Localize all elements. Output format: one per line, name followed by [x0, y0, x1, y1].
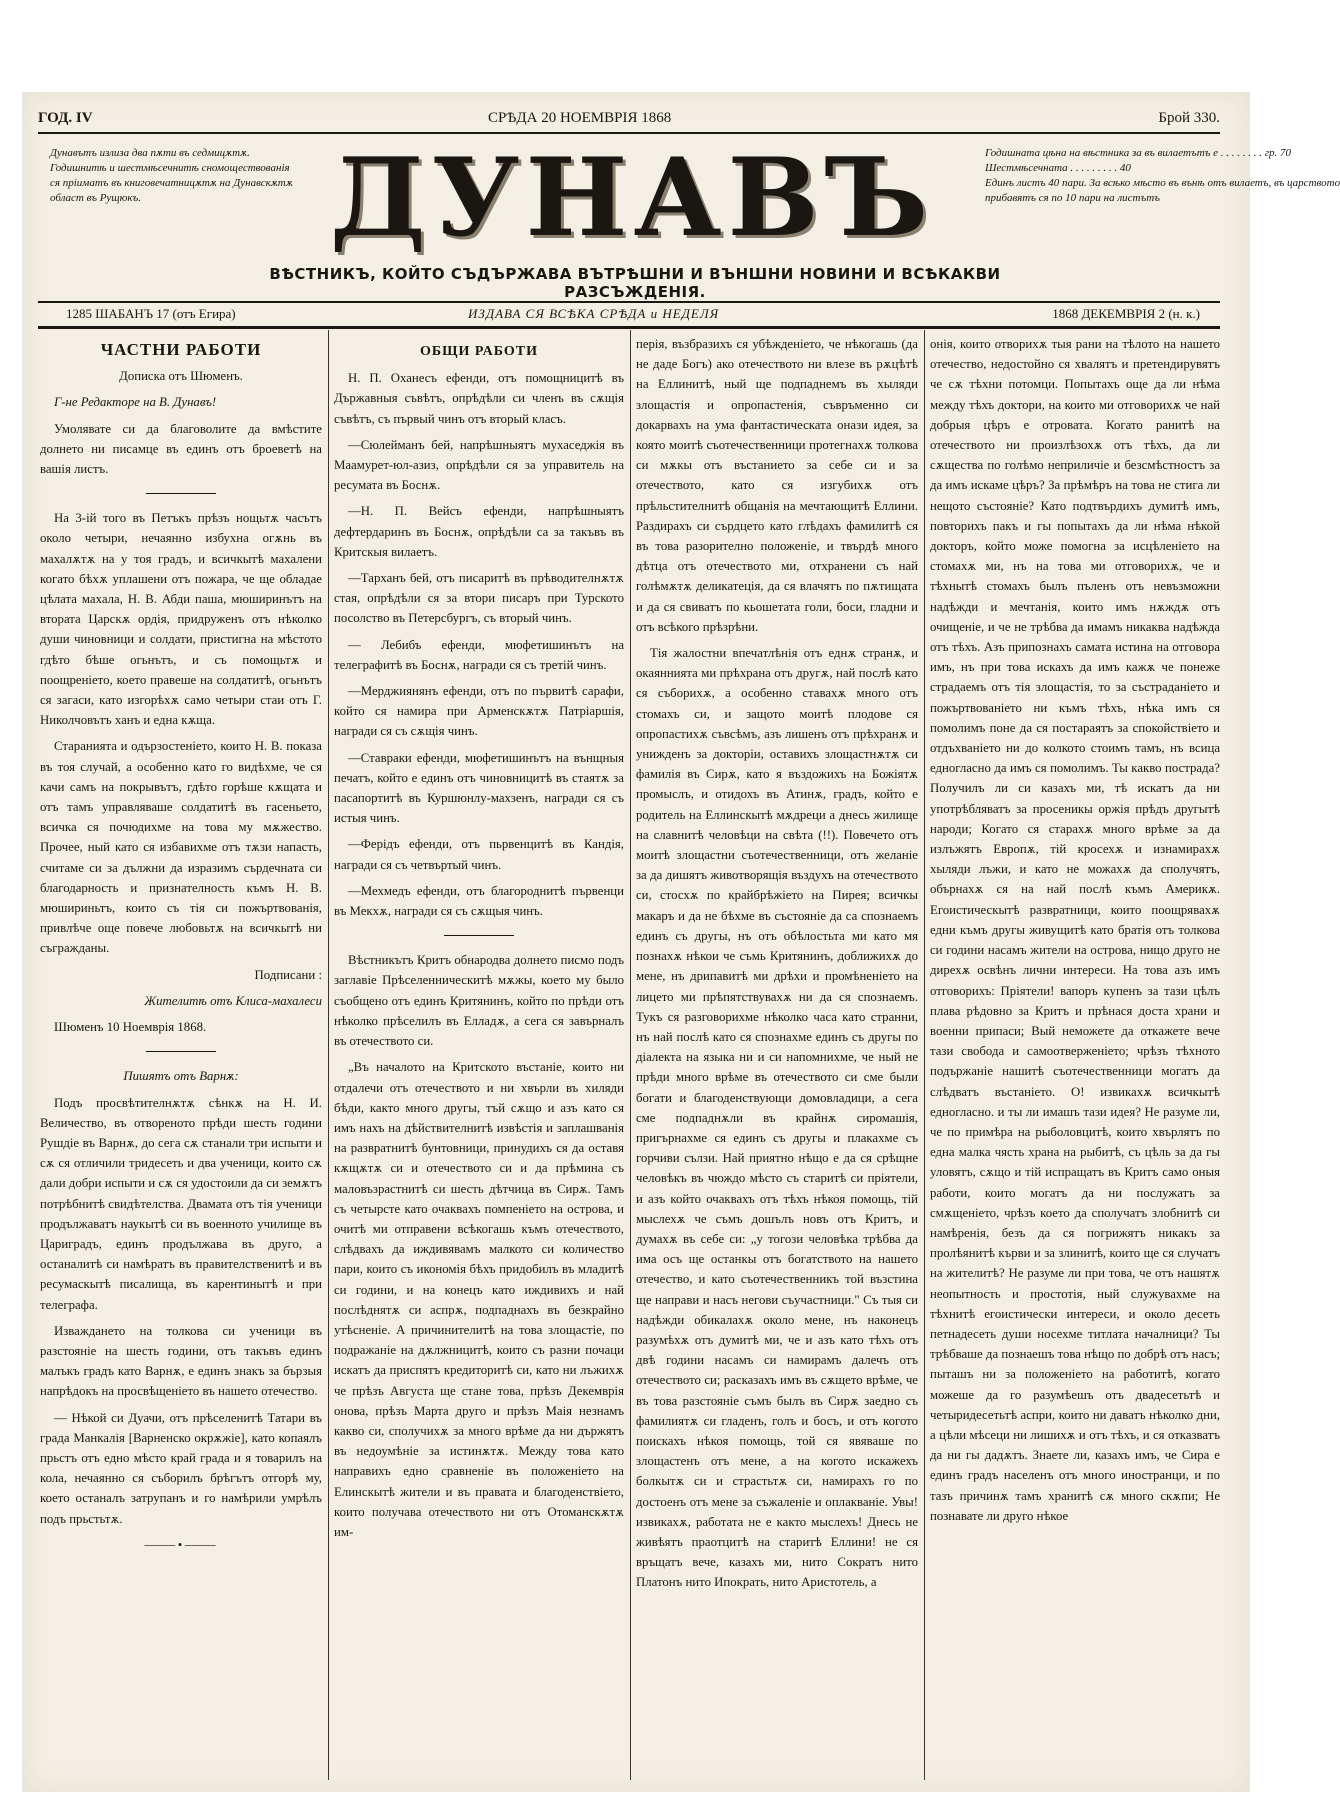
article-paragraph: онія, които отворихѫ тыя рани на тѣлото на нашето отечество, недостойно ся хвалятъ и претендирувятъ че сѫ тѣхни потомци. Попытахъ още да ли нѣма между тѣхъ доктори, на които ми отговорихѫ че най добрыя цѣръ е отровата. Когато ранитѣ на отечеството ни произлѣзохѫ отъ тѣхъ, да ли сѫщества по голѣмо неприличіе и безсмѣстностъ за да имъ искаме цѣръ? За прѣмѣръ на това не стига ли нещото състояніе? Като подтвърдихъ думитѣ имъ, повторихъ пакъ и гы попытахъ да ли нѣма нѣкой докторъ, който може помогна за исцѣленіето на стомахѫ ми, нъ на това ми отговорихѫ, че и тѣхнытѣ стомахъ былъ пъленъ отъ невъзможни надѣжди и мечтанія, които имъ нѫждѫ отъ очищеніе, и че не трѣбва да имамъ никаква надѣжда отъ тѣхъ. Азъ припознахъ самата истина на отговора имъ, нъ при това искахъ да имъ кажѫ че понеже страдаемъ отъ тія злощастія, то за състраданіето и пожъртвованіето ни къмъ тѣхъ, нѣка имъ ся помолимъ поне да ся постараятъ за спокойствіето и отдъхваніето ни до колкото стоимъ тамъ, нъ всица едногласно да имъ ся помолимъ. Ты какво пострада? Получилъ ли си казахъ ми, тѣ искатъ да ни употрѣбляватъ за просеникы оржія прѣдъ другытѣ народи; Когато ся старахѫ много врѣме за да излъжятъ Европѫ, тій кросехѫ и изнамирахѫ хыляди лъжи, и като не можахѫ да сполучятъ, обърнахѫ ся на най послѣ къмъ Америкѫ. Егоистическытѣ развратници, които поощрявахѫ едни къмъ другы живущитѣ като братія отъ толкова си години насамъ жители на острова, нищо друго не дирехѫ освѣнъ лични интереси. На това азъ имъ отговорихъ: Пріятели! вапоръ купенъ за тази цѣлъ плава рѣдовно за Критъ и прѣнася доста храни и военни припаси; Вый неможете да откажете вече тази свобода и самоотверженіето; чрѣзъ тѣхното подържаніе нашитѣ съотечественници могатъ да слѣдватъ въстаніето. О! извикахѫ всичкытѣ едногласно. и ты ли имашъ тази идея? Не разуме ли, че по примѣра на рыболовцитѣ, които хвърлятъ по една малка чясть храна на рыбитѣ, съ цѣль за да гы уловятъ, сѫщо и тій испращатъ въ Критъ само оныя работи, които могатъ да ни послужатъ за смѫщеніето, чрѣзъ което да сполучатъ злобнитѣ си намѣренія, безъ да ся погрижятъ никакъ за пролѣянитѣ кърви и за злинитѣ, които ще ся случатъ на жителитѣ? Не разуме ли при това, че отъ нашятѫ неопытность и простотія, ный служувахме на тѣхнитѣ егоистически интереси, и около десеть петнадесеть души носехме титлата началници? Ты трѣбваше да познаешъ това нѣщо по добрѣ отъ насъ; пыташъ ни за положеніето на работитѣ, когато можеше да го разумѣешъ отъ двадесетьтѣ и четыридесетьтѣ аспри, които ни даватъ нѣколко дни, а цѣли мѣсеци ни лишихѫ и отъ тѣхъ, и ся отказватъ да ни гы дадѫтъ. Знаете ли, казахъ имъ, че Сира е единъ градъ населенъ отъ много иностранци, и по тазъ причинѫ тамъ хранитѣ сѫ много скѫпи; Не познавате ли друго нѣкое: [930, 337, 1220, 1523]
article-paragraph: „Въ началото на Критското въстаніе, които ни отдалечи отъ отечеството и ни хвърли въ хиляди бѣди, както много другы, тъй сѫщо и азъ като ся имъ нахъ на дѣйствителнитѣ извѣстія и заплашванія на развратнитѣ бунтовници, принудихъ ся да оставя кѫщѫтѫ си и отечеството си и да прѣмина съ маловъзрастнитѣ си шесть дѣтчица въ Сирѫ. Тамъ съ четырсте като очаквахъ помпеніето на острова, и очитѣ ми отправени всѣкогашь къмъ отечеството, слѣдвахъ да иждивявамъ малкото си количество пари, които съ икономія бѣхъ придобилъ въ младитѣ си години, и на конецъ като иждивихъ и най послѣднятѫ си аспрѫ, подпаднахъ въ безкрайно утѣсненіе. А причинителитѣ на това злощастіе, по подражаніе на дѫлжницитѣ, които съ разни почаци искатъ да приспятъ кредиторитѣ си, като ни лъжихѫ че прѣзъ Августа ще стане това, прѣзъ Декемврія онова, прѣзъ Марта друго и прѣзъ Маія незнамъ какво си, сполучихѫ за много врѣме да ни държятъ въ недоумѣніе за истинѫтѫ. Между това като направихъ едно сравненіе въ положеніето на Елинскытѣ жители и въ правата и благоденствіето, които получава отечеството ни отъ Отоманскѫтѫ им-: [334, 1060, 624, 1539]
column-4: [930, 334, 1220, 1764]
place-date: Шюменъ 10 Ноемврія 1868.: [54, 1020, 207, 1035]
section-heading-private: ЧАСТНИ РАБОТИ: [100, 340, 262, 359]
price-line: прибавятъ ся по 10 пари на листътъ: [985, 192, 1160, 204]
dateline: [38, 306, 1220, 326]
price-line: Единъ листъ 40 пари. За всѣко мѣсто въ вънѣ отъ вилаетъ, въ царството: [985, 177, 1340, 189]
news-item: —Мерджиянянъ ефенди, отъ по първитѣ сарафи, който ся намира при Арменскѫтѫ Патріаршія, награди ся съ сѫщія чинъ.: [334, 684, 624, 739]
article-paragraph: — Нѣкой си Дуачи, отъ прѣселенитѣ Татари въ града Манкалія [Варненско окрѫжіе], като копаялъ прьстъ отъ едно мѣсто край града и я товарилъ на кола, нечаянно ся съборилъ брѣгътъ отгорѣ му, което останалъ затрупанъ и го намѣрили умрѣлъ подъ прьстьтѫ.: [40, 1410, 322, 1526]
section-heading-general: ОБЩИ РАБОТИ: [419, 344, 539, 359]
dateline-rule-top: [38, 301, 1220, 303]
article-paragraph: Тія жалостни впечатлѣнія отъ еднѫ странѫ, и окаяннията ми прѣхрана отъ другѫ, най послѣ като ся съборихѫ, а особенно ставахѫ много отъ стомахъ си, и защото моитѣ плодове ся опропастихѫ съвсѣмъ, азъ лишенъ отъ прѣхранѫ и унижденъ за докторіи, оставихъ злощастнѫтѫ си фамилія въ Сирѫ, като я въздожихъ на Божіятѫ промыслъ, и отидохъ въ Атинѫ, градъ, който е родитель на Еллинскытѣ мѫдреци а днесь жилище на славнитѣ человѣци на свѣта (!!). Повечето отъ моитѣ злощастни съотечественници, отъ желаніе за да дишятъ животворящія въздухъ на отечеството си, стосхѫ по крайбрѣжіето на Пирея; всичкы макаръ и да не бѣхме въ състояніе да са спознаемъ единъ съ другы, нъ отъ обѣлостьта ми като мя познахѫ нѣкои че съмь Критянинъ, доближихѫ до мене, нъ дрипавитѣ ми дрѣхи и промѣненіето на лицето ми прѣпятствувахѫ ни да ся спознаемъ. Тукъ ся разговорихме нѣколко часа като странни, нъ най послѣ като ся спознахме единъ съ другы по діалекта на языка ни и си напомнихме, че ный не прѣди много врѣме въ отечеството си сме были богати и благоденствующи домовладици, а сега сме подпаднѫли въ крайнѫ сиромашія, пригърнахме ся единъ съ другы и плакахме съ горчиви сълзи. Най приятно нѣщо е да ся срѣщне человѣкъ въ чюждо мѣсто съ старитѣ си пріятели, и азъ който очаквахъ отъ тѣхъ нѣкоя помощь, тій мыслехѫ че съмъ дошълъ новъ отъ Критъ, и думахѫ въ себе си: „у тогози человѣка трѣбва да има осъ ще останкы отъ богатството на нашето отечество, и като съотечественникъ той възстина ще направи и насъ негови съучастници." Съ тыя си надѣжди обикалахѫ около мене, нъ наконецъ разумѣхѫ отъ думитѣ ми, че и азъ като тѣхъ отъ двѣ години насамъ си намирамъ далечъ отъ отечеството си; расказахъ имъ въ сѫщето врѣме, че въ това разстояніе съмъ былъ въ Сирѫ заедно съ фамилиятѫ си гладенъ, голъ и босъ, и отъ когото поискахъ нѣкоя помощь, той ся явяваше по злощастенъ отъ мене, а на когото искажехъ болкытѫ си и страстьтѫ си, намирахъ го по достоенъ отъ мене за съжаленіе и оплакваніе. Увы! извикахѫ, работата не е както мыслехъ! Днесь не живѣятъ праотцитѣ на старитѣ Еллини! не ся връщатъ вече, казахъ ми, нито Сократъ нито Платонъ нито Ипократь, нито Аристотель, а: [636, 646, 918, 1590]
separator: [146, 1051, 216, 1052]
newspaper-subtitle: ВѢСТНИКЪ, КОЙТО СЪДЪРЖАВА ВЪТРѢШНИ И ВЪНШНИ НОВИНИ И ВСѢКАКВИ РАЗСЪЖДЕНІЯ.: [269, 265, 1001, 301]
news-item: —Ставраки ефенди, мюфетишинътъ на вънщныя печатъ, който е единъ отъ чиновницитѣ въ стаятѫ за пасапортитѣ въ Куршюнлу-махзенъ, награди ся съ истыя чинъ.: [334, 750, 624, 826]
news-item: —Н. П. Вейсъ ефенди, напрѣшныятъ дефтердаринъ въ Боснѫ, опрѣдѣли са за такъвъ въ Критскыя вилаетъ.: [334, 504, 624, 559]
ornament-separator: ⸻•⸻: [143, 1537, 219, 1552]
news-item: — Лебибъ ефенди, мюфетишинътъ на телеграфитѣ въ Боснѫ, награди ся съ третій чинъ.: [334, 637, 624, 672]
article-paragraph: Подъ просвѣтителнѫтѫ сѣнкѫ на Н. И. Величество, въ отвореното прѣди шесть години Рушдіе въ Варнѫ, до сега сѫ станали три испыти и сѫ ся отличили тридесеть и два ученици, които сѫ дали добри испыти и сѫ ся удостоили да си земѫтъ потрѣбнитѣ свидѣтелства. Двамата отъ тія ученици продължаватъ наукытѣ си въ военното училище въ Цариградъ, единъ продължава въ друго, а останалитѣ си намѣратъ въ правителственитѣ и въ ресумаскытѣ писалища, въ карентинытѣ и при телеграфа.: [40, 1095, 322, 1312]
salutation: Г-не Редакторе на В. Дунавъ!: [54, 395, 217, 410]
issue-date: СРѢДА 20 НОЕМВРІЯ 1868: [488, 110, 672, 126]
price-line: Шестмѣсечната . . . . . . . . . 40: [985, 162, 1131, 174]
publication-schedule: ИЗДАВА СЯ ВСѢКА СРѢДА и НЕДЕЛЯ: [468, 306, 720, 321]
news-item: —Тарханъ бей, отъ писаритѣ въ прѣводителнѫтѫ стая, опрѣдѣли ся за втори писаръ при Турското посолство въ Петерсбургъ, съ вторый чинъ.: [334, 571, 624, 626]
separator: [146, 493, 216, 494]
news-item: —Мехмедъ ефенди, отъ благороднитѣ първенци въ Мекхѫ, награди ся съ сѫщыя чинъ.: [334, 883, 624, 919]
article-paragraph: Старанията и одързостеніето, които Н. В. показа въ тоя случай, а особенно като го видѣхме, че ся качи самъ на покрывътъ, гдѣто горѣше кѫщата и отъ тамъ управляваше солдатитѣ въ гасеньето, всичка ся почюдихме на това му мѫжество. Прочее, ный като ся избавихме отъ тѫзи напасть, считаме си за дължни да изразимъ сърдечната си благодарность и признателность къмъ Н. В. мюшириньтъ, които съ тія си пожъртвованія, привлѣче още повече любовьтѫ на всичкытѣ ни съгражданы.: [40, 739, 322, 956]
newspaper-title: ДУНАВЪ: [329, 135, 935, 261]
publication-note: Дунавътъ излиза два пѫти въ седмицѫтѫ. Годишнитѣ и шестмѣсечнитѣ сномоществованія ся прiиматъ въ книговечатницѫтѫ на Дунавскѫтѫ област въ Рущюкъ.: [50, 147, 293, 204]
column-1: [40, 340, 322, 1770]
article-paragraph: Умолявате си да благоволите да вмѣстите долнето ни писамце въ единъ отъ броеветѣ на вашія листъ.: [40, 421, 322, 477]
column-divider: [328, 330, 329, 1780]
article-paragraph: Вѣстникътъ Критъ обнародва долнето писмо подъ заглавіе Прѣселенническитѣ мѫжы, което му было съобщено отъ единъ Критянинъ, който по прѣди отъ нѣколко прѣселилъ въ Елладѫ, а сега ся завърналъ въ отечеството си.: [334, 953, 624, 1049]
article-paragraph: На 3-ій того въ Петъкъ прѣзъ нощьтѫ часътъ около четыри, нечаянно избухна огѫнь въ махалѫтѫ на у тоя градъ, и всичкытѣ махалени когато бѣхѫ уплашени отъ пожара, че ще обладае цѣлата махала, Н. В. Абди паша, мюширинътъ на втората Царскѫ ордія, придруженъ отъ нѣколко души чиновници и солдати, пристигна на мѣстото гдѣто бѣше огьнътъ, и съ помощьтѫ и поощреніето, което правеше на солдатитѣ, огьнътъ ся загаси, като изгорѣхѫ само четыри стаи отъ Г. Николчовътъ ханъ и една кѫща.: [40, 511, 322, 728]
news-item: Н. П. Оханесъ ефенди, отъ помощницитѣ въ Държавныя съвѣтъ, опрѣдѣли си членъ въ сѫщія съвѣтъ, съ първый чинъ отъ вторый класъ.: [334, 371, 624, 426]
price-note: [985, 146, 1340, 206]
varna-heading: Пишятъ отъ Варнѫ:: [123, 1069, 239, 1084]
dateline-rule-bottom: [38, 326, 1220, 329]
column-divider: [924, 330, 925, 1780]
column-3: [636, 334, 918, 1764]
issue-number: Брой 330.: [1158, 110, 1220, 126]
signers: Жителитѣ отъ Клиса-махалеси: [144, 993, 322, 1008]
news-item: —Сюлейманъ бей, напрѣшныятъ мухаседжія въ Маамурет-юл-азиз, опрѣдѣли ся за управитель на ресумата въ Боснѫ.: [334, 437, 624, 493]
article-paragraph: перія, възбразихъ ся убѣжденіето, че нѣкогашь (да не даде Богъ) ако отечеството ни влезе въ рѫцѣтѣ на Еллинитѣ, ный ще подпаднемъ въ хыляди злощастія и опропастенія, съвръменно си докарвахъ на ума фантастическата онази идея, за която моитѣ съотечественници протегнахѫ толкова си мѫкы отъ въстанието за себе си и за отечеството, като ся изгубихѫ отъ прѣльстителнитѣ общанія на мечтающитѣ Еллини. Раздирахъ си сърдцето като глѣдахъ фамилитѣ ся въ това разорително положеніе, и твърдѣ много дѣтца отъ отечеството ми, отхранени съ най голѣмѫтѫ деликатеція, да ся влачятъ по пѫтищата и да ся свиватъ по кьошетата голи, боси, гладни и отъ всѣкого прѣзрѣни.: [636, 337, 918, 634]
dispatch-label: Дописка отъ Шюменъ.: [119, 369, 243, 384]
price-line: Годишната цѣна на вѣстника за въ вилаетътъ е . . . . . . . . гр. 70: [985, 147, 1292, 159]
article-paragraph: Изваждането на толкова си ученици въ разстояніе на шесть години, отъ такъвъ единъ малъкъ градъ като Варнѫ, е единъ знакъ за бързыя напрѣдокъ на просвѣщеніето въ нашето отечество.: [40, 1323, 322, 1399]
separator: [444, 935, 514, 936]
gregorian-date: 1868 ДЕКЕМВРІЯ 2 (н. к.): [1052, 306, 1200, 321]
news-item: —Ферідъ ефенди, отъ пьрвенцитѣ въ Кандія, награди ся съ четвъртый чинъ.: [334, 837, 624, 872]
hijri-date: 1285 ШАБАНЪ 17 (отъ Егира): [66, 306, 236, 321]
column-divider: [630, 330, 631, 1780]
year-label: ГОД. IV: [38, 110, 93, 126]
signature-label: Подписани :: [254, 967, 322, 982]
column-2: [334, 340, 624, 1770]
